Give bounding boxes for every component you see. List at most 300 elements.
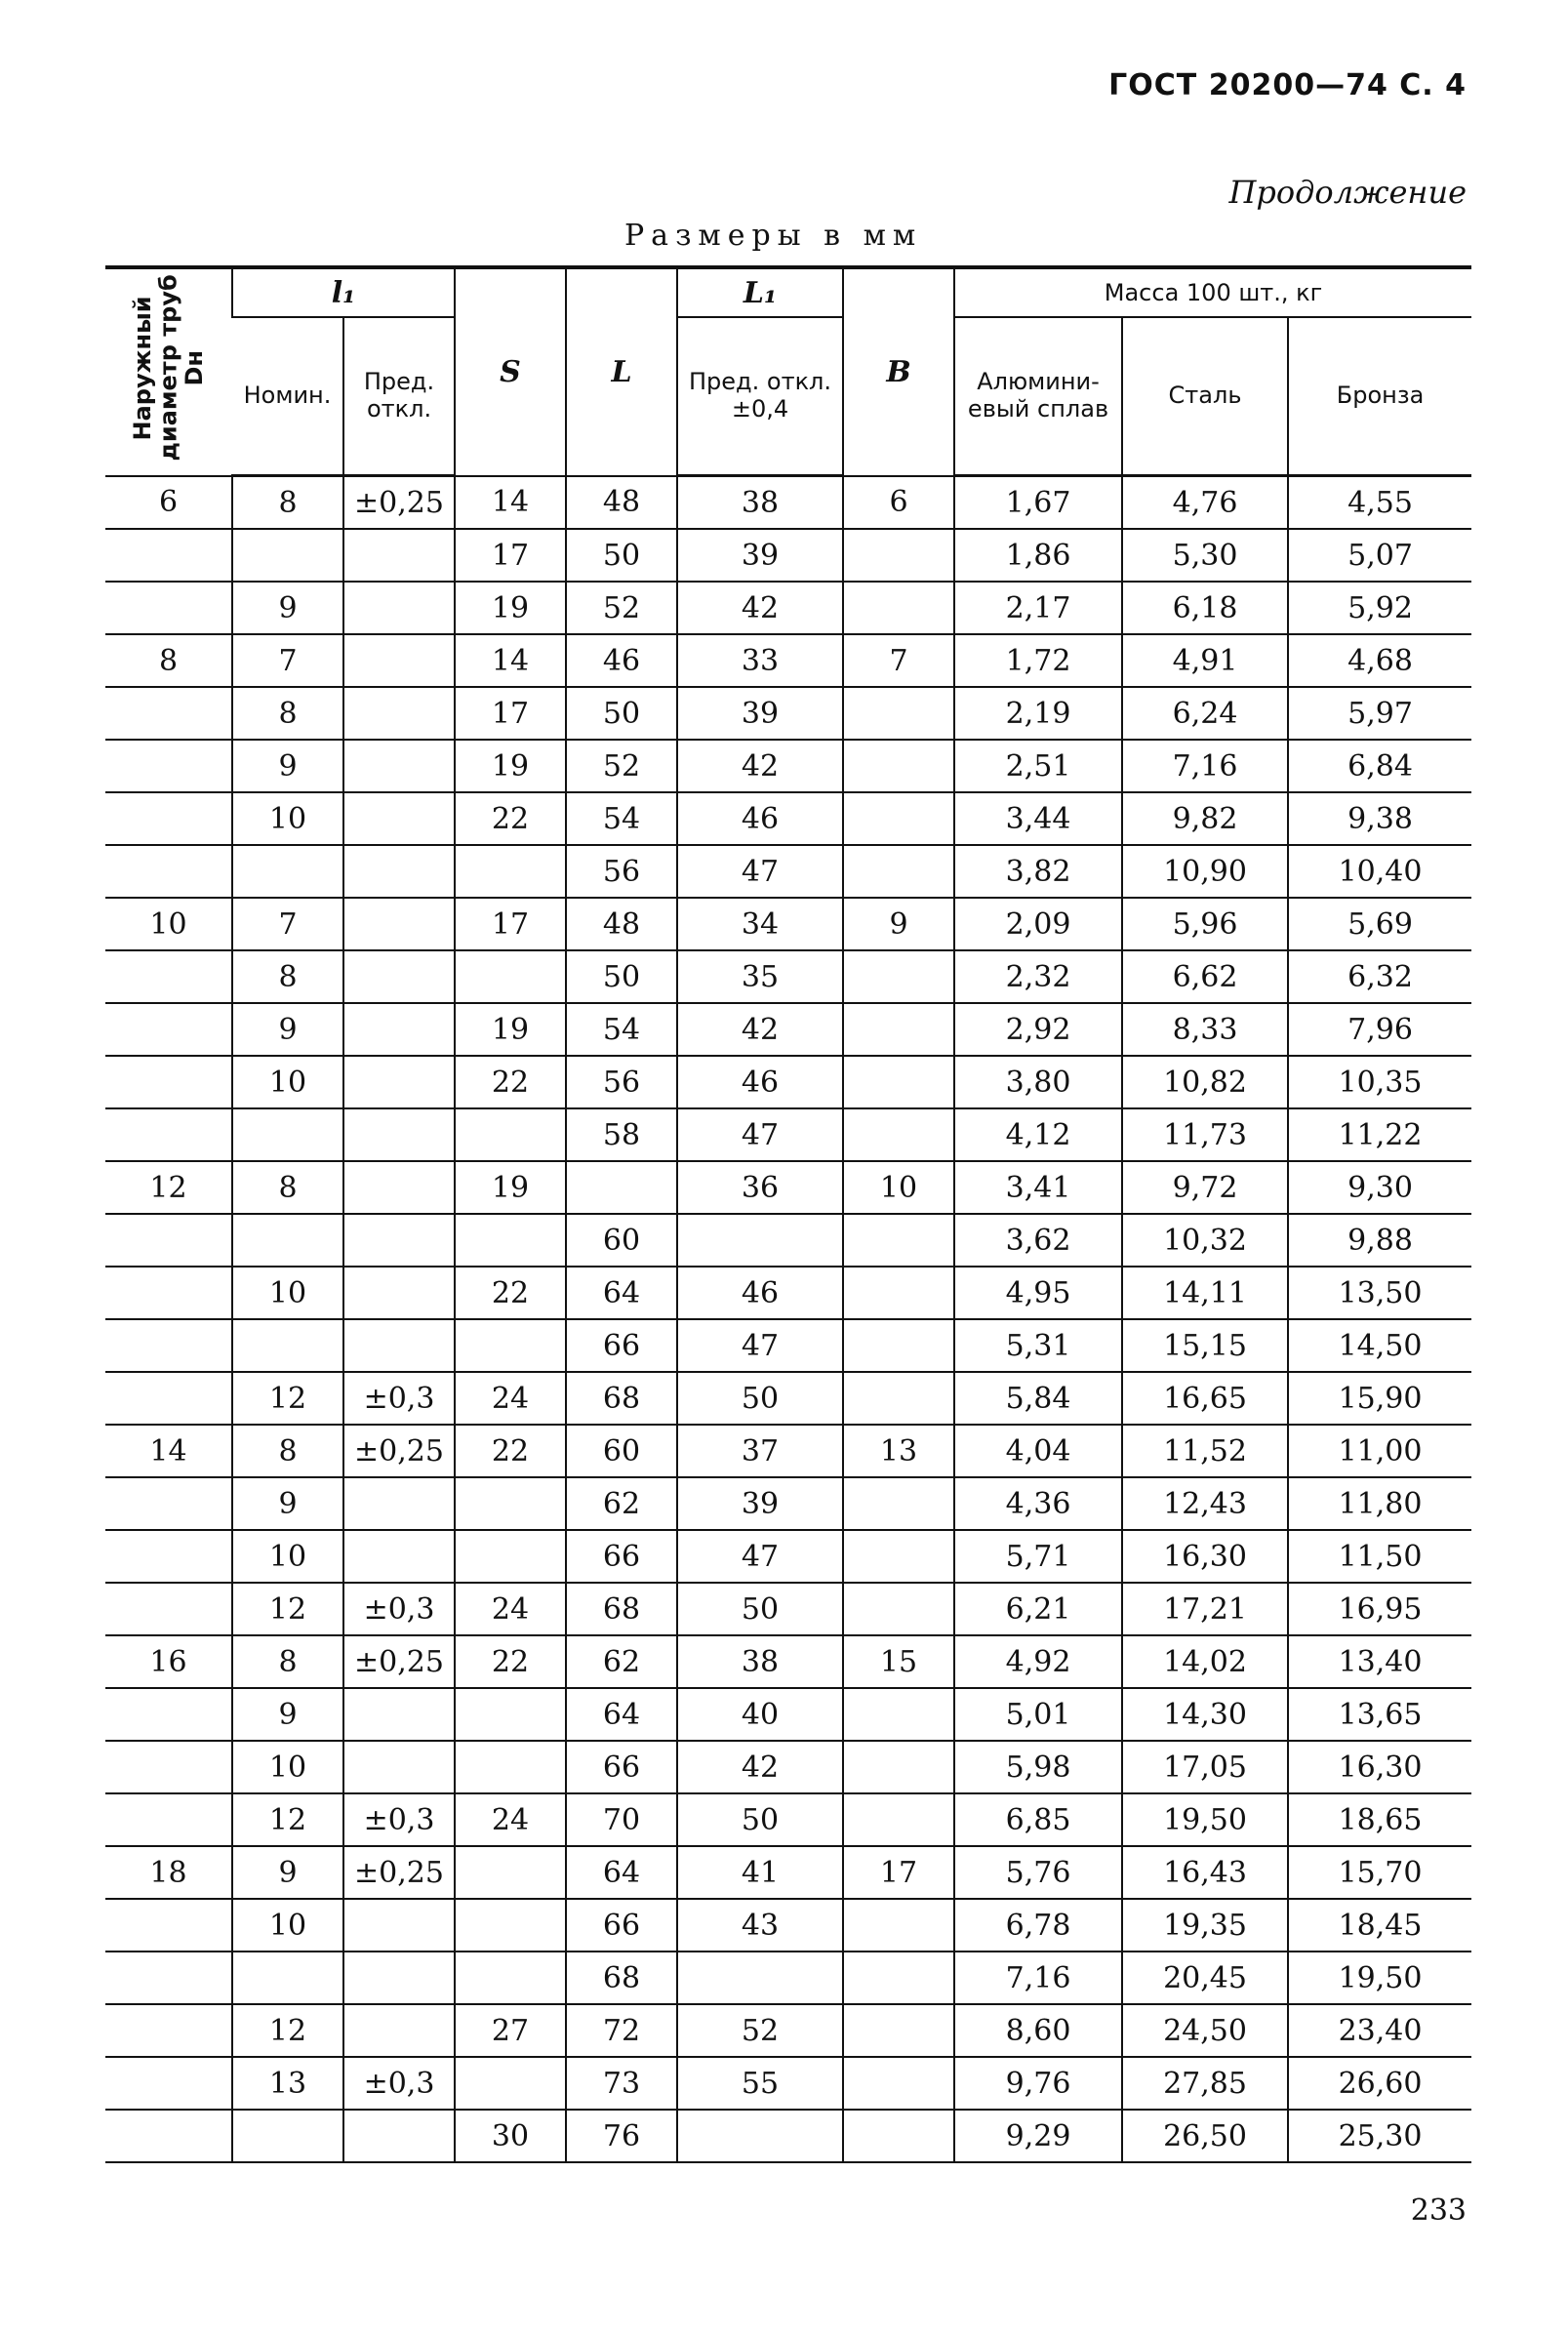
cell-alu: 1,72 — [954, 634, 1122, 687]
cell-tol — [343, 529, 455, 582]
cell-alu: 3,80 — [954, 1056, 1122, 1108]
cell-L1: 50 — [677, 1793, 843, 1846]
cell-l: 64 — [566, 1846, 677, 1899]
header-mass: Масса 100 шт., кг — [954, 267, 1471, 317]
cell-L1: 47 — [677, 1530, 843, 1583]
cell-steel: 17,05 — [1122, 1741, 1288, 1793]
cell-alu: 2,17 — [954, 582, 1122, 634]
cell-L1: 46 — [677, 1267, 843, 1319]
cell-nom: 10 — [232, 1741, 343, 1793]
page-number: 233 — [1410, 2193, 1467, 2228]
cell-nom: 7 — [232, 898, 343, 950]
cell-alu: 9,29 — [954, 2110, 1122, 2162]
table-row — [105, 1319, 1471, 1372]
cell-alu: 2,51 — [954, 740, 1122, 792]
cell-s: 22 — [455, 1425, 566, 1477]
header-bronze: Бронза — [1288, 317, 1471, 476]
cell-tol — [343, 2004, 455, 2057]
cell-b — [843, 1372, 954, 1425]
cell-L1: 38 — [677, 476, 843, 530]
table-row — [105, 476, 1471, 530]
cell-bronze: 6,84 — [1288, 740, 1471, 792]
document-header: ГОСТ 20200—74 С. 4 — [1108, 68, 1467, 102]
cell-tol — [343, 792, 455, 845]
table-row — [105, 950, 1471, 1003]
table-row — [105, 1003, 1471, 1056]
cell-nom: 13 — [232, 2057, 343, 2110]
cell-L1 — [677, 1952, 843, 2004]
cell-tol: ±0,25 — [343, 1635, 455, 1688]
cell-dh — [105, 845, 232, 898]
cell-l: 56 — [566, 845, 677, 898]
cell-bronze: 6,32 — [1288, 950, 1471, 1003]
cell-s — [455, 1108, 566, 1161]
cell-s — [455, 1214, 566, 1267]
cell-b: 15 — [843, 1635, 954, 1688]
cell-L1: 37 — [677, 1425, 843, 1477]
cell-nom — [232, 1319, 343, 1372]
cell-L1: 42 — [677, 1741, 843, 1793]
cell-bronze: 15,70 — [1288, 1846, 1471, 1899]
cell-nom: 9 — [232, 1688, 343, 1741]
cell-nom: 12 — [232, 1372, 343, 1425]
cell-L1: 52 — [677, 2004, 843, 2057]
cell-bronze: 5,92 — [1288, 582, 1471, 634]
cell-l: 50 — [566, 950, 677, 1003]
cell-b — [843, 582, 954, 634]
table-row — [105, 1267, 1471, 1319]
cell-bronze: 15,90 — [1288, 1372, 1471, 1425]
cell-s — [455, 1741, 566, 1793]
cell-l: 66 — [566, 1741, 677, 1793]
cell-b — [843, 1583, 954, 1635]
cell-L1: 43 — [677, 1899, 843, 1952]
cell-alu: 6,21 — [954, 1583, 1122, 1635]
cell-b — [843, 845, 954, 898]
cell-s — [455, 1846, 566, 1899]
cell-s — [455, 1319, 566, 1372]
cell-dh — [105, 1319, 232, 1372]
cell-b — [843, 1688, 954, 1741]
cell-s: 22 — [455, 1267, 566, 1319]
table-row — [105, 582, 1471, 634]
table-row — [105, 1952, 1471, 2004]
cell-l: 60 — [566, 1425, 677, 1477]
cell-l: 68 — [566, 1952, 677, 2004]
cell-L1: 34 — [677, 898, 843, 950]
cell-l — [566, 1161, 677, 1214]
cell-b — [843, 1108, 954, 1161]
cell-s: 30 — [455, 2110, 566, 2162]
cell-alu: 5,76 — [954, 1846, 1122, 1899]
cell-steel: 20,45 — [1122, 1952, 1288, 2004]
cell-l: 48 — [566, 898, 677, 950]
cell-bronze: 14,50 — [1288, 1319, 1471, 1372]
cell-dh — [105, 1267, 232, 1319]
cell-bronze: 11,22 — [1288, 1108, 1471, 1161]
cell-tol — [343, 740, 455, 792]
cell-steel: 16,43 — [1122, 1846, 1288, 1899]
cell-steel: 4,76 — [1122, 476, 1288, 530]
cell-dh: 12 — [105, 1161, 232, 1214]
cell-alu: 2,92 — [954, 1003, 1122, 1056]
cell-nom: 12 — [232, 1793, 343, 1846]
cell-nom — [232, 1952, 343, 2004]
table-row — [105, 1214, 1471, 1267]
table-row — [105, 1056, 1471, 1108]
cell-tol: ±0,25 — [343, 1846, 455, 1899]
cell-tol — [343, 845, 455, 898]
cell-bronze: 13,40 — [1288, 1635, 1471, 1688]
cell-steel: 11,73 — [1122, 1108, 1288, 1161]
cell-dh — [105, 687, 232, 740]
cell-nom: 10 — [232, 792, 343, 845]
cell-tol: ±0,25 — [343, 476, 455, 530]
cell-nom — [232, 2110, 343, 2162]
cell-steel: 19,35 — [1122, 1899, 1288, 1952]
cell-L1: 50 — [677, 1583, 843, 1635]
table-row — [105, 1477, 1471, 1530]
cell-nom: 8 — [232, 687, 343, 740]
cell-tol: ±0,3 — [343, 1583, 455, 1635]
cell-alu: 5,84 — [954, 1372, 1122, 1425]
cell-s: 24 — [455, 1793, 566, 1846]
cell-b — [843, 1952, 954, 2004]
cell-dh — [105, 1688, 232, 1741]
cell-bronze: 18,45 — [1288, 1899, 1471, 1952]
cell-steel: 5,96 — [1122, 898, 1288, 950]
cell-bronze: 4,55 — [1288, 476, 1471, 530]
cell-dh — [105, 1056, 232, 1108]
cell-nom — [232, 1108, 343, 1161]
cell-b — [843, 740, 954, 792]
cell-b — [843, 1056, 954, 1108]
cell-dh: 10 — [105, 898, 232, 950]
cell-dh — [105, 1952, 232, 2004]
cell-alu: 8,60 — [954, 2004, 1122, 2057]
cell-nom — [232, 845, 343, 898]
cell-l: 66 — [566, 1530, 677, 1583]
cell-bronze: 16,95 — [1288, 1583, 1471, 1635]
cell-s — [455, 1899, 566, 1952]
cell-dh — [105, 1741, 232, 1793]
cell-L1: 42 — [677, 1003, 843, 1056]
cell-b — [843, 2004, 954, 2057]
cell-alu: 1,67 — [954, 476, 1122, 530]
cell-l: 64 — [566, 1267, 677, 1319]
cell-nom: 10 — [232, 1530, 343, 1583]
cell-alu: 4,12 — [954, 1108, 1122, 1161]
cell-L1: 35 — [677, 950, 843, 1003]
cell-steel: 17,21 — [1122, 1583, 1288, 1635]
cell-alu: 1,86 — [954, 529, 1122, 582]
continuation-label: Продолжение — [1228, 174, 1467, 211]
units-caption: Размеры в мм — [624, 219, 923, 253]
header-l1-nominal: Номин. — [232, 317, 343, 476]
cell-b — [843, 1477, 954, 1530]
cell-s: 19 — [455, 1003, 566, 1056]
cell-nom: 12 — [232, 1583, 343, 1635]
cell-s — [455, 950, 566, 1003]
table-row — [105, 740, 1471, 792]
cell-tol — [343, 1319, 455, 1372]
table-row — [105, 845, 1471, 898]
cell-steel: 15,15 — [1122, 1319, 1288, 1372]
header-l1: l₁ — [232, 267, 455, 317]
cell-dh — [105, 2004, 232, 2057]
cell-L1 — [677, 1214, 843, 1267]
cell-bronze: 9,88 — [1288, 1214, 1471, 1267]
cell-steel: 6,24 — [1122, 687, 1288, 740]
cell-alu: 5,71 — [954, 1530, 1122, 1583]
cell-tol — [343, 687, 455, 740]
cell-nom — [232, 529, 343, 582]
cell-dh — [105, 2057, 232, 2110]
cell-tol — [343, 1267, 455, 1319]
cell-bronze: 13,50 — [1288, 1267, 1471, 1319]
cell-dh: 6 — [105, 476, 232, 530]
cell-tol — [343, 1214, 455, 1267]
cell-steel: 11,52 — [1122, 1425, 1288, 1477]
cell-tol — [343, 1952, 455, 2004]
cell-dh — [105, 1003, 232, 1056]
cell-bronze: 7,96 — [1288, 1003, 1471, 1056]
cell-b: 10 — [843, 1161, 954, 1214]
cell-bronze: 11,80 — [1288, 1477, 1471, 1530]
cell-alu: 7,16 — [954, 1952, 1122, 2004]
cell-tol — [343, 634, 455, 687]
cell-bronze: 23,40 — [1288, 2004, 1471, 2057]
cell-steel: 9,82 — [1122, 792, 1288, 845]
cell-tol — [343, 1741, 455, 1793]
table-row — [105, 898, 1471, 950]
dimensions-table — [105, 265, 1471, 2163]
cell-bronze: 11,50 — [1288, 1530, 1471, 1583]
cell-tol — [343, 898, 455, 950]
cell-s: 24 — [455, 1583, 566, 1635]
cell-s: 19 — [455, 740, 566, 792]
cell-s: 17 — [455, 529, 566, 582]
cell-l: 64 — [566, 1688, 677, 1741]
cell-dh — [105, 1793, 232, 1846]
cell-nom: 8 — [232, 1161, 343, 1214]
header-b: B — [843, 267, 954, 476]
cell-L1: 36 — [677, 1161, 843, 1214]
cell-alu: 4,92 — [954, 1635, 1122, 1688]
cell-tol — [343, 1688, 455, 1741]
cell-l: 52 — [566, 740, 677, 792]
cell-tol — [343, 1477, 455, 1530]
cell-dh: 8 — [105, 634, 232, 687]
cell-bronze: 25,30 — [1288, 2110, 1471, 2162]
cell-steel: 24,50 — [1122, 2004, 1288, 2057]
cell-alu: 2,32 — [954, 950, 1122, 1003]
table-row — [105, 2057, 1471, 2110]
cell-bronze: 13,65 — [1288, 1688, 1471, 1741]
cell-alu: 4,36 — [954, 1477, 1122, 1530]
cell-L1: 47 — [677, 845, 843, 898]
cell-steel: 6,62 — [1122, 950, 1288, 1003]
cell-alu: 3,62 — [954, 1214, 1122, 1267]
cell-b — [843, 687, 954, 740]
cell-L1: 41 — [677, 1846, 843, 1899]
cell-b — [843, 1319, 954, 1372]
cell-steel: 5,30 — [1122, 529, 1288, 582]
cell-tol — [343, 2110, 455, 2162]
cell-l: 73 — [566, 2057, 677, 2110]
cell-dh — [105, 950, 232, 1003]
cell-l: 54 — [566, 792, 677, 845]
cell-s — [455, 1688, 566, 1741]
cell-L1: 33 — [677, 634, 843, 687]
cell-l: 50 — [566, 687, 677, 740]
cell-s: 22 — [455, 1056, 566, 1108]
cell-nom: 9 — [232, 740, 343, 792]
table-row — [105, 1688, 1471, 1741]
cell-tol — [343, 1003, 455, 1056]
cell-alu: 3,41 — [954, 1161, 1122, 1214]
table-row — [105, 1530, 1471, 1583]
table-row — [105, 1161, 1471, 1214]
cell-nom: 8 — [232, 1635, 343, 1688]
cell-alu: 4,95 — [954, 1267, 1122, 1319]
cell-s — [455, 2057, 566, 2110]
cell-b: 9 — [843, 898, 954, 950]
cell-steel: 14,11 — [1122, 1267, 1288, 1319]
cell-alu: 6,78 — [954, 1899, 1122, 1952]
cell-dh — [105, 582, 232, 634]
cell-nom: 8 — [232, 476, 343, 530]
cell-steel: 10,90 — [1122, 845, 1288, 898]
cell-L1: 46 — [677, 1056, 843, 1108]
cell-bronze: 11,00 — [1288, 1425, 1471, 1477]
cell-tol: ±0,3 — [343, 1372, 455, 1425]
cell-steel: 10,82 — [1122, 1056, 1288, 1108]
cell-nom: 10 — [232, 1056, 343, 1108]
header-steel: Сталь — [1122, 317, 1288, 476]
cell-bronze: 16,30 — [1288, 1741, 1471, 1793]
cell-nom: 10 — [232, 1267, 343, 1319]
table-row — [105, 687, 1471, 740]
table-row — [105, 2004, 1471, 2057]
cell-nom: 12 — [232, 2004, 343, 2057]
cell-steel: 19,50 — [1122, 1793, 1288, 1846]
table-row — [105, 634, 1471, 687]
cell-l: 60 — [566, 1214, 677, 1267]
cell-dh — [105, 1899, 232, 1952]
cell-dh — [105, 740, 232, 792]
table-row — [105, 1846, 1471, 1899]
cell-b — [843, 2110, 954, 2162]
cell-bronze: 4,68 — [1288, 634, 1471, 687]
cell-dh — [105, 1108, 232, 1161]
cell-steel: 10,32 — [1122, 1214, 1288, 1267]
cell-L1: 42 — [677, 740, 843, 792]
cell-steel: 27,85 — [1122, 2057, 1288, 2110]
cell-b — [843, 1899, 954, 1952]
cell-alu: 5,98 — [954, 1741, 1122, 1793]
cell-bronze: 10,35 — [1288, 1056, 1471, 1108]
cell-bronze: 5,69 — [1288, 898, 1471, 950]
header-l1-tolerance: Пред. откл. — [343, 317, 455, 476]
cell-steel: 7,16 — [1122, 740, 1288, 792]
table-row — [105, 1741, 1471, 1793]
table-row — [105, 1793, 1471, 1846]
cell-alu: 4,04 — [954, 1425, 1122, 1477]
cell-nom: 10 — [232, 1899, 343, 1952]
cell-alu: 2,19 — [954, 687, 1122, 740]
cell-s: 22 — [455, 792, 566, 845]
cell-L1: 55 — [677, 2057, 843, 2110]
cell-tol — [343, 950, 455, 1003]
cell-b — [843, 1267, 954, 1319]
cell-dh: 14 — [105, 1425, 232, 1477]
cell-dh — [105, 1372, 232, 1425]
cell-l: 76 — [566, 2110, 677, 2162]
cell-bronze: 9,30 — [1288, 1161, 1471, 1214]
cell-b — [843, 950, 954, 1003]
cell-nom: 9 — [232, 1477, 343, 1530]
cell-dh: 16 — [105, 1635, 232, 1688]
header-big-l1-tolerance: Пред. откл. ±0,4 — [677, 317, 843, 476]
cell-steel: 16,65 — [1122, 1372, 1288, 1425]
cell-tol — [343, 1108, 455, 1161]
table-row — [105, 1899, 1471, 1952]
cell-nom: 7 — [232, 634, 343, 687]
cell-s — [455, 1477, 566, 1530]
cell-l: 52 — [566, 582, 677, 634]
cell-b — [843, 792, 954, 845]
header-l: L — [566, 267, 677, 476]
cell-dh — [105, 1583, 232, 1635]
table-row — [105, 1635, 1471, 1688]
header-big-l1: L₁ — [677, 267, 843, 317]
cell-bronze: 19,50 — [1288, 1952, 1471, 2004]
cell-L1: 38 — [677, 1635, 843, 1688]
cell-l: 56 — [566, 1056, 677, 1108]
cell-dh — [105, 529, 232, 582]
cell-b: 17 — [843, 1846, 954, 1899]
cell-steel: 26,50 — [1122, 2110, 1288, 2162]
cell-bronze: 9,38 — [1288, 792, 1471, 845]
cell-tol — [343, 1056, 455, 1108]
cell-alu: 3,44 — [954, 792, 1122, 845]
cell-tol: ±0,3 — [343, 2057, 455, 2110]
cell-tol — [343, 1530, 455, 1583]
cell-l: 66 — [566, 1319, 677, 1372]
cell-l: 72 — [566, 2004, 677, 2057]
cell-bronze: 10,40 — [1288, 845, 1471, 898]
cell-l: 62 — [566, 1477, 677, 1530]
cell-s: 24 — [455, 1372, 566, 1425]
cell-b: 13 — [843, 1425, 954, 1477]
cell-alu: 9,76 — [954, 2057, 1122, 2110]
cell-b — [843, 2057, 954, 2110]
cell-l: 62 — [566, 1635, 677, 1688]
cell-s — [455, 845, 566, 898]
cell-b: 6 — [843, 476, 954, 530]
cell-L1: 50 — [677, 1372, 843, 1425]
table-row — [105, 1108, 1471, 1161]
cell-alu: 6,85 — [954, 1793, 1122, 1846]
cell-tol — [343, 582, 455, 634]
cell-L1: 47 — [677, 1108, 843, 1161]
cell-s: 22 — [455, 1635, 566, 1688]
cell-L1: 42 — [677, 582, 843, 634]
cell-s: 19 — [455, 582, 566, 634]
cell-L1 — [677, 2110, 843, 2162]
cell-L1: 46 — [677, 792, 843, 845]
